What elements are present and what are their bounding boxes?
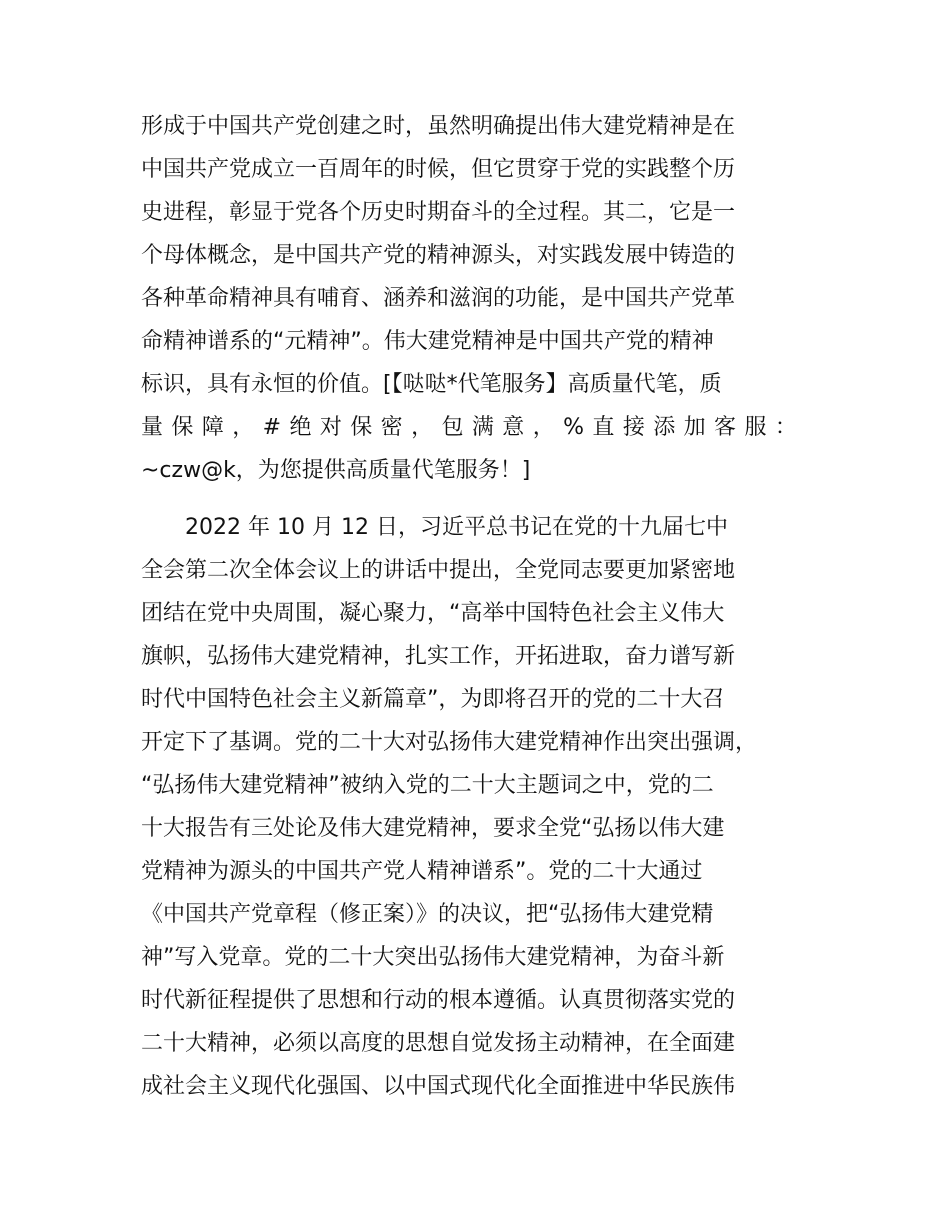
spaced-char: 满 — [471, 415, 494, 440]
text-line: 命精神谱系的“元精神”。伟大建党精神是中国共产党的精神 — [141, 329, 714, 354]
spaced-char: 密 — [380, 415, 403, 440]
spaced-char: 添 — [653, 415, 676, 440]
spaced-char: 客 — [714, 415, 737, 440]
spaced-char: # — [262, 415, 282, 440]
spaced-char: 障 — [201, 415, 224, 440]
text-line: ~czw@k，为您提供高质量代笔服务！] — [141, 458, 531, 483]
text-line: 神”写入党章。党的二十大突出弘扬伟大建党精神，为奋斗新 — [141, 945, 725, 970]
spaced-char: 意 — [502, 415, 525, 440]
text-line: 标识，具有永恒的价值。[【哒哒*代笔服务】高质量代笔，质 — [141, 372, 722, 397]
spaced-char: 保 — [350, 415, 373, 440]
text-line: 全会第二次全体会议上的讲话中提出，全党同志要更加紧密地 — [141, 558, 736, 583]
spaced-char: 加 — [683, 415, 706, 440]
text-line-spaced — [141, 406, 797, 449]
spaced-char: 绝 — [289, 415, 312, 440]
text-line: 二十大精神，必须以高度的思想自觉发扬主动精神，在全面建 — [141, 1031, 736, 1056]
text-line: 成社会主义现代化强国、以中国式现代化全面推进中华民族伟 — [141, 1074, 736, 1099]
text-line: 中国共产党成立一百周年的时候，但它贯穿于党的实践整个历 — [141, 157, 736, 182]
spaced-char: 服 — [744, 415, 767, 440]
spaced-char: 量 — [141, 415, 164, 440]
spaced-char: 直 — [592, 415, 615, 440]
text-line: 团结在党中央周围，凝心聚力，“高举中国特色社会主义伟大 — [141, 601, 725, 626]
text-line: 《中国共产党章程（修正案）》的决议，把“弘扬伟大建党精 — [141, 902, 714, 927]
paragraph-1 — [141, 105, 831, 492]
text-line: 各种革命精神具有哺育、涵养和滋润的功能，是中国共产党革 — [141, 286, 736, 311]
spaced-char: ， — [532, 415, 555, 440]
text-line: 开定下了基调。党的二十大对弘扬伟大建党精神作出突出强调， — [141, 730, 758, 755]
text-line: 时代新征程提供了思想和行动的根本遵循。认真贯彻落实党的 — [141, 988, 736, 1013]
spaced-char: 包 — [441, 415, 464, 440]
spaced-char: 接 — [622, 415, 645, 440]
text-line: 史进程，彰显于党各个历史时期奋斗的全过程。其二，它是一 — [141, 200, 736, 225]
spaced-char: % — [563, 415, 585, 440]
text-line: 旗帜，弘扬伟大建党精神，扎实工作，开拓进取，奋力谱写新 — [141, 644, 736, 669]
text-line: 十大报告有三处论及伟大建党精神，要求全党“弘扬以伟大建 — [141, 816, 725, 841]
text-line: 个母体概念，是中国共产党的精神源头，对实践发展中铸造的 — [141, 243, 736, 268]
spaced-char: ， — [232, 415, 255, 440]
spaced-char: ： — [774, 415, 797, 440]
text-line: 时代中国特色社会主义新篇章”，为即将召开的党的二十大召 — [141, 687, 725, 712]
spaced-char: 保 — [171, 415, 194, 440]
text-line: 2022 年 10 月 12 日，习近平总书记在党的十九届七中 — [141, 515, 728, 540]
spaced-char: 对 — [319, 415, 342, 440]
text-line: 形成于中国共产党创建之时，虽然明确提出伟大建党精神是在 — [141, 114, 736, 139]
text-line: “弘扬伟大建党精神”被纳入党的二十大主题词之中，党的二 — [141, 773, 714, 798]
text-line: 党精神为源头的中国共产党人精神谱系”。党的二十大通过 — [141, 859, 703, 884]
spaced-char: ， — [411, 415, 434, 440]
paragraph-2 — [141, 506, 831, 1108]
